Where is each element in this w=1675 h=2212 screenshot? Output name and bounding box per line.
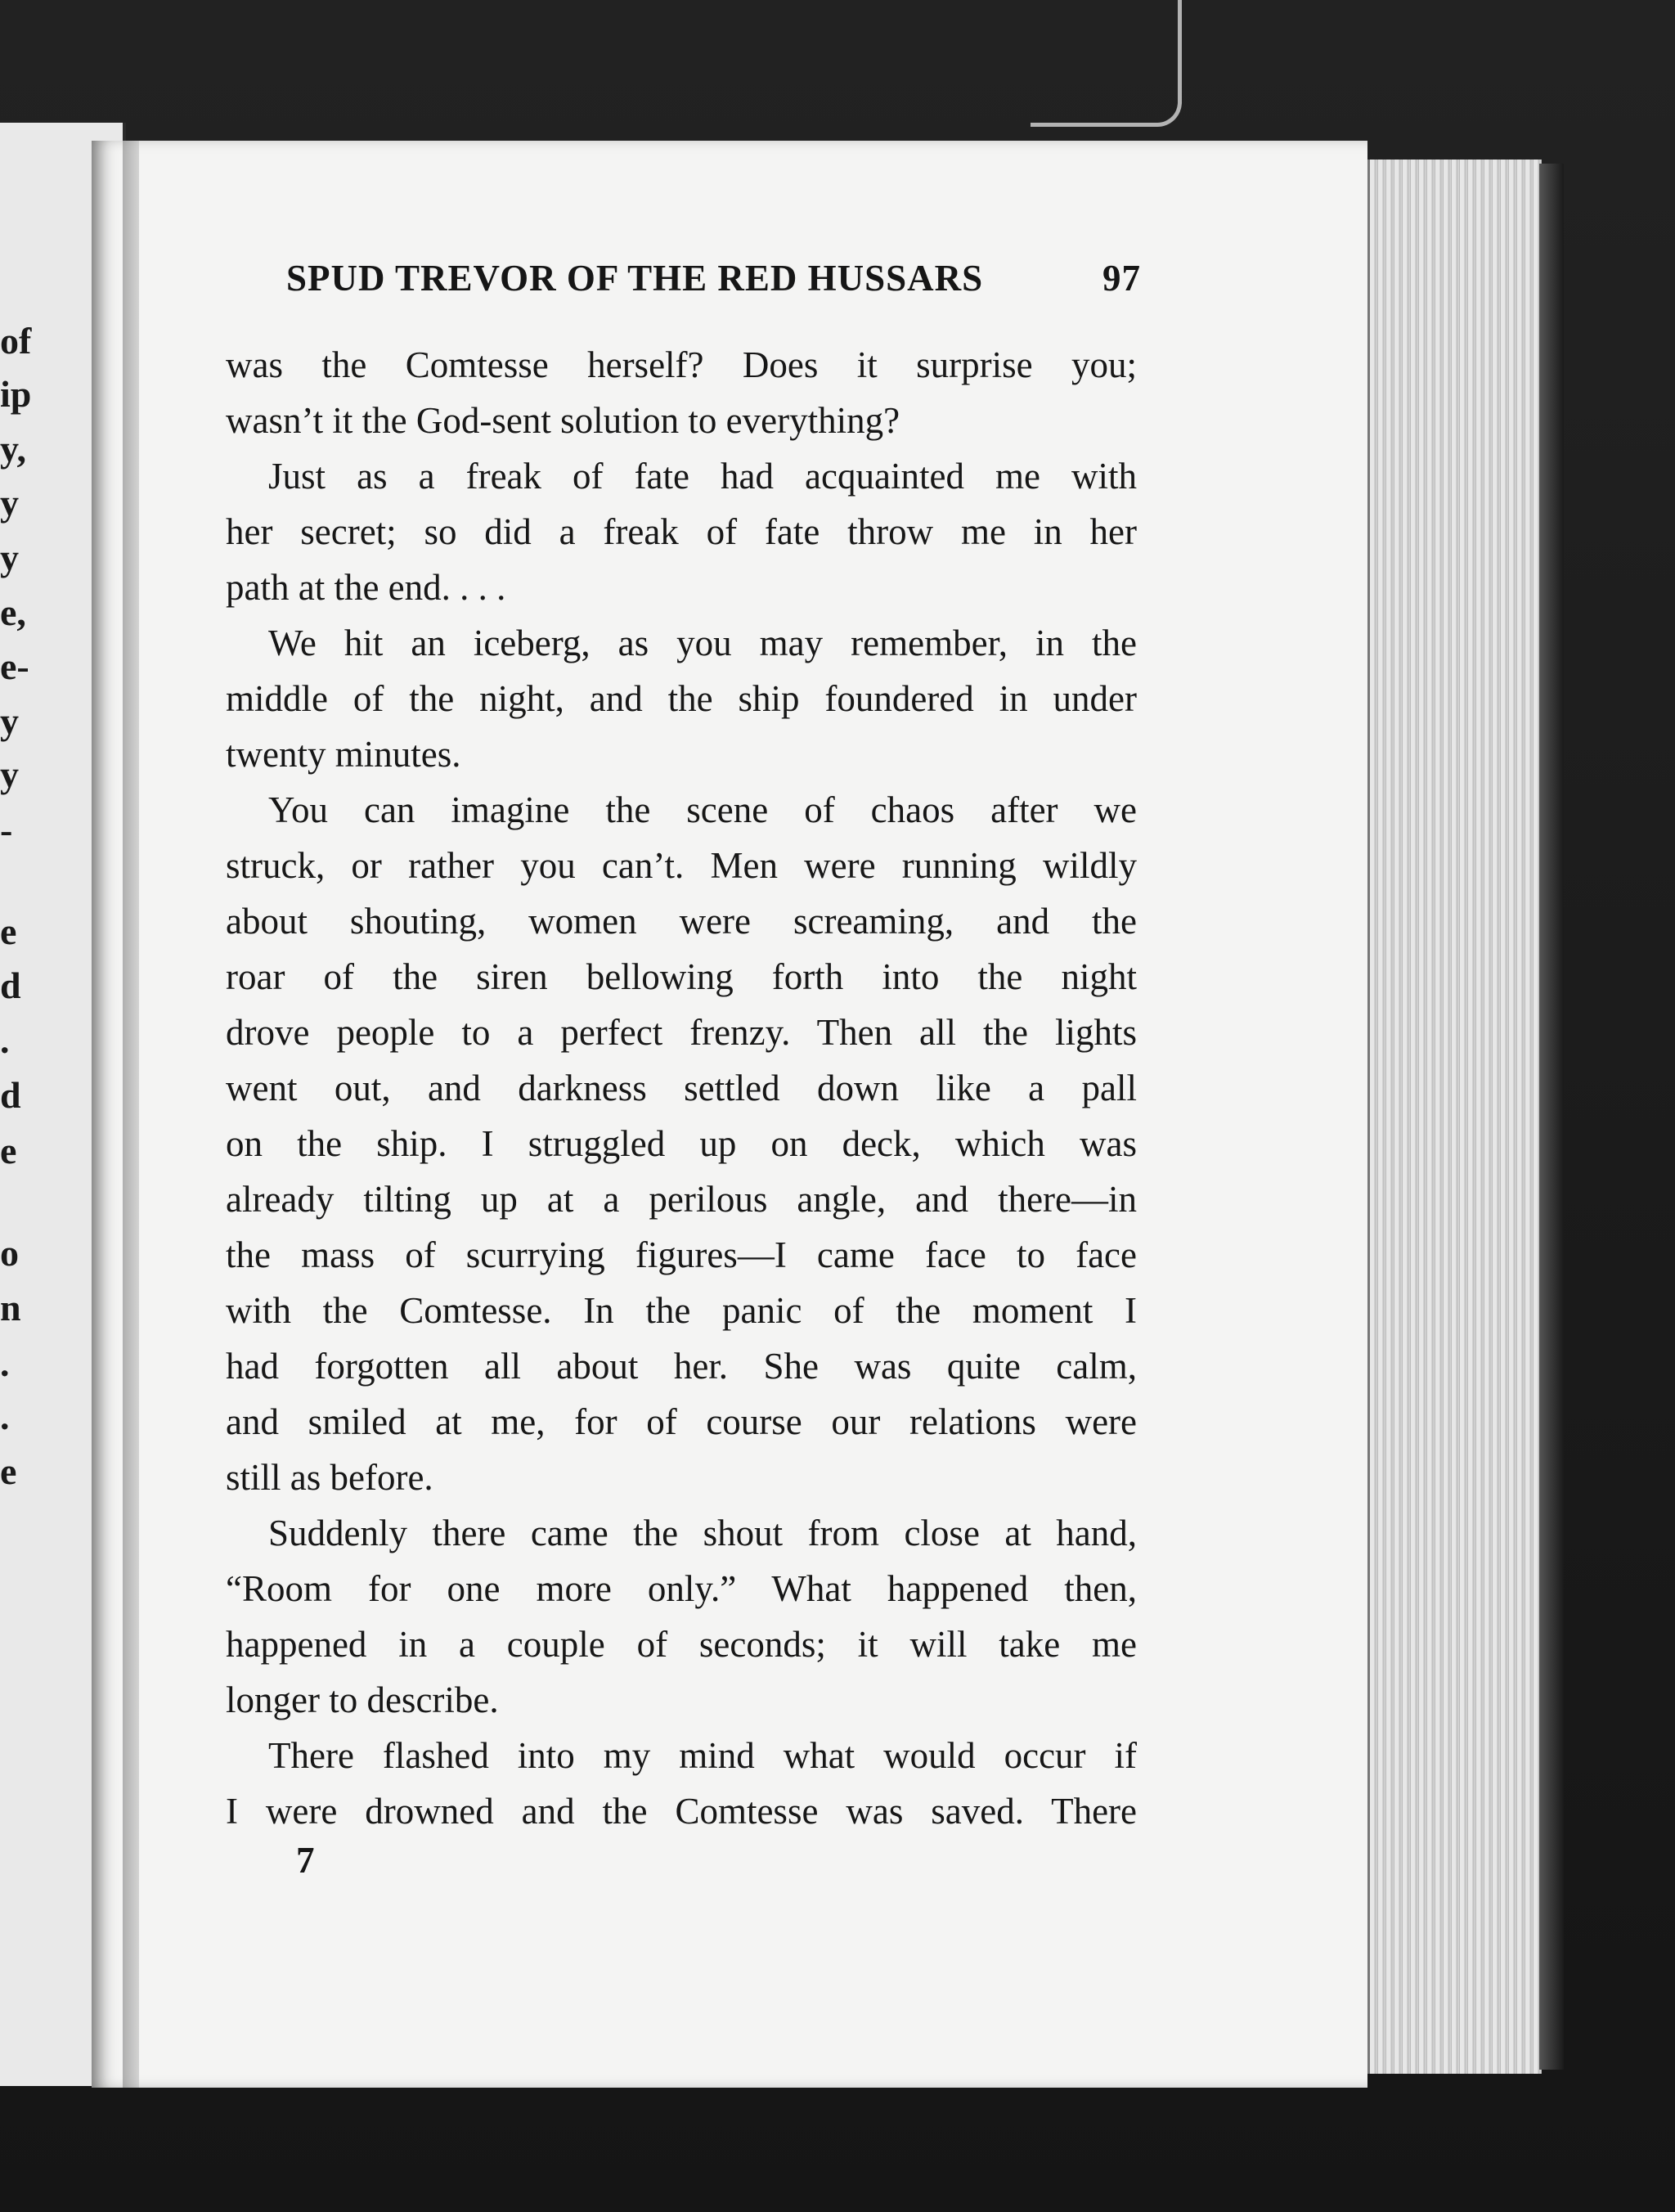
paper-fold [1031,0,1182,127]
previous-page-fragment: ip [0,373,32,415]
previous-page-fragment: e [0,910,17,952]
previous-page-fragment: y, [0,428,26,470]
previous-page-fragment: - [0,809,13,851]
text-line: I were drowned and the Comtesse was saved. There [226,1791,1137,1832]
text-line: already tilting up at a perilous angle, and there—in [226,1179,1137,1220]
previous-page-fragment: e [0,1450,17,1492]
previous-page-fragment: of [0,320,32,362]
previous-page-fragment: o [0,1232,19,1274]
running-head [286,257,1141,299]
previous-page-fragment: e- [0,645,29,687]
previous-page-fragment: y [0,537,19,578]
page-number: 97 [1102,258,1141,299]
text-line: longer to describe. [226,1679,499,1720]
text-line: drove people to a perfect frenzy. Then all the lights [226,1012,1137,1053]
previous-page-fragment: d [0,1074,21,1116]
text-line: was the Comtesse herself? Does it surprise you; [226,344,1137,385]
text-line: middle of the night, and the ship foundered in under [226,678,1137,719]
page-edges-stack [1367,160,1542,2074]
text-line: and smiled at me, for of course our relations were [226,1401,1137,1442]
text-line: Suddenly there came the shout from close at hand, [268,1513,1137,1553]
text-line: happened in a couple of seconds; it will take me [226,1624,1137,1665]
signature-mark: 7 [296,1840,315,1881]
text-line: “Room for one more only.” What happened then, [226,1568,1137,1609]
previous-page-fragment: y [0,482,19,524]
text-line: twenty minutes. [226,734,461,775]
previous-page-fragment: e [0,1130,17,1171]
text-line: roar of the siren bellowing forth into the night [226,956,1137,997]
previous-page-fragment: e, [0,591,26,633]
text-line: We hit an iceberg, as you may remember, in the [268,623,1137,663]
previous-page-fragment: n [0,1287,21,1329]
body-text [226,337,1137,1839]
text-line: had forgotten all about her. She was quite calm, [226,1346,1137,1387]
text-line: struck, or rather you can’t. Men were running wildly [226,845,1137,886]
text-line: about shouting, women were screaming, and the [226,901,1137,942]
previous-page-fragment: y [0,753,19,795]
previous-page-fragment: . [0,1342,10,1384]
page-gutter [123,141,139,2088]
text-line: with the Comtesse. In the panic of the moment I [226,1290,1137,1331]
text-line: her secret; so did a freak of fate throw me in her [226,511,1137,552]
text-line: There flashed into my mind what would occur if [268,1735,1137,1776]
text-line: the mass of scurrying figures—I came face to face [226,1234,1137,1275]
text-line: wasn’t it the God-sent solution to everything? [226,400,900,441]
running-head-title: SPUD TREVOR OF THE RED HUSSARS [286,258,984,299]
page-edges-shadow [1539,164,1564,2070]
text-line: still as before. [226,1457,433,1498]
previous-page-fragment: y [0,700,19,742]
text-line: went out, and darkness settled down like a pall [226,1068,1137,1108]
text-line: You can imagine the scene of chaos after we [268,789,1137,830]
text-line: path at the end. . . . [226,567,506,608]
previous-page-fragment: . [0,1396,10,1437]
previous-page-fragment: d [0,964,21,1006]
previous-page-fragment: . [0,1019,10,1061]
text-line: on the ship. I struggled up on deck, which was [226,1123,1137,1164]
text-line: Just as a freak of fate had acquainted me with [268,456,1137,497]
